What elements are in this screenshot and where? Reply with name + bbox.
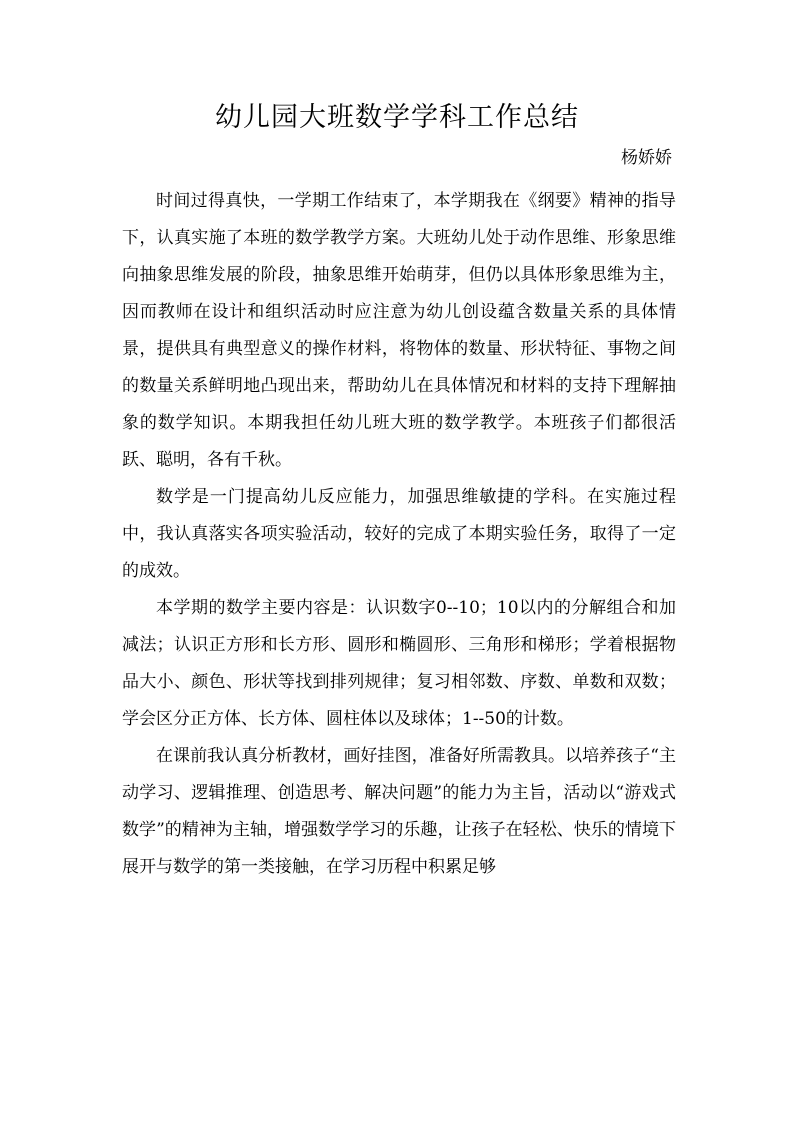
author-name: 杨娇娇: [621, 148, 672, 168]
paragraph-3: 本学期的数学主要内容是：认识数字0--10；10以内的分解组合和加减法；认识正方形和长方形、圆形和椭圆形、三角形和梯形；学着根据物品大小、颜色、形状等找到排列规律；复习相邻数、序数、单数和双数；学会区分正方体、长方体、圆柱体以及球体；1--50的计数。: [122, 598, 676, 729]
paragraph-2: 数学是一门提高幼儿反应能力，加强思维敏捷的学科。在实施过程中，我认真落实各项实验活动，较好的完成了本期实验任务，取得了一定的成效。: [122, 487, 676, 581]
paragraph-4: 在课前我认真分析教材，画好挂图，准备好所需教具。以培养孩子“主动学习、逻辑推理、创造思考、解决问题”的能力为主旨，活动以“游戏式数学”的精神为主轴，增强数学学习的乐趣，让孩子在轻松、快乐的情境下展开与数学的第一类接触，在学习历程中积累足够: [122, 746, 676, 877]
paragraph-1: 时间过得真快，一学期工作结束了，本学期我在《纲要》精神的指导下，认真实施了本班的数学教学方案。大班幼儿处于动作思维、形象思维向抽象思维发展的阶段，抽象思维开始萌芽，但仍以具体形象思维为主，因而教师在设计和组织活动时应注意为幼儿创设蕴含数量关系的具体情景，提供具有典型意义的操作材料，将物体的数量、形状特征、事物之间的数量关系鲜明地凸现出来，帮助幼儿在具体情况和材料的支持下理解抽象的数学知识。本期我担任幼儿班大班的数学教学。本班孩子们都很活跃、聪明，各有千秋。: [122, 191, 676, 470]
document-title: 幼儿园大班数学学科工作总结: [215, 102, 579, 133]
document-body: [122, 183, 676, 886]
